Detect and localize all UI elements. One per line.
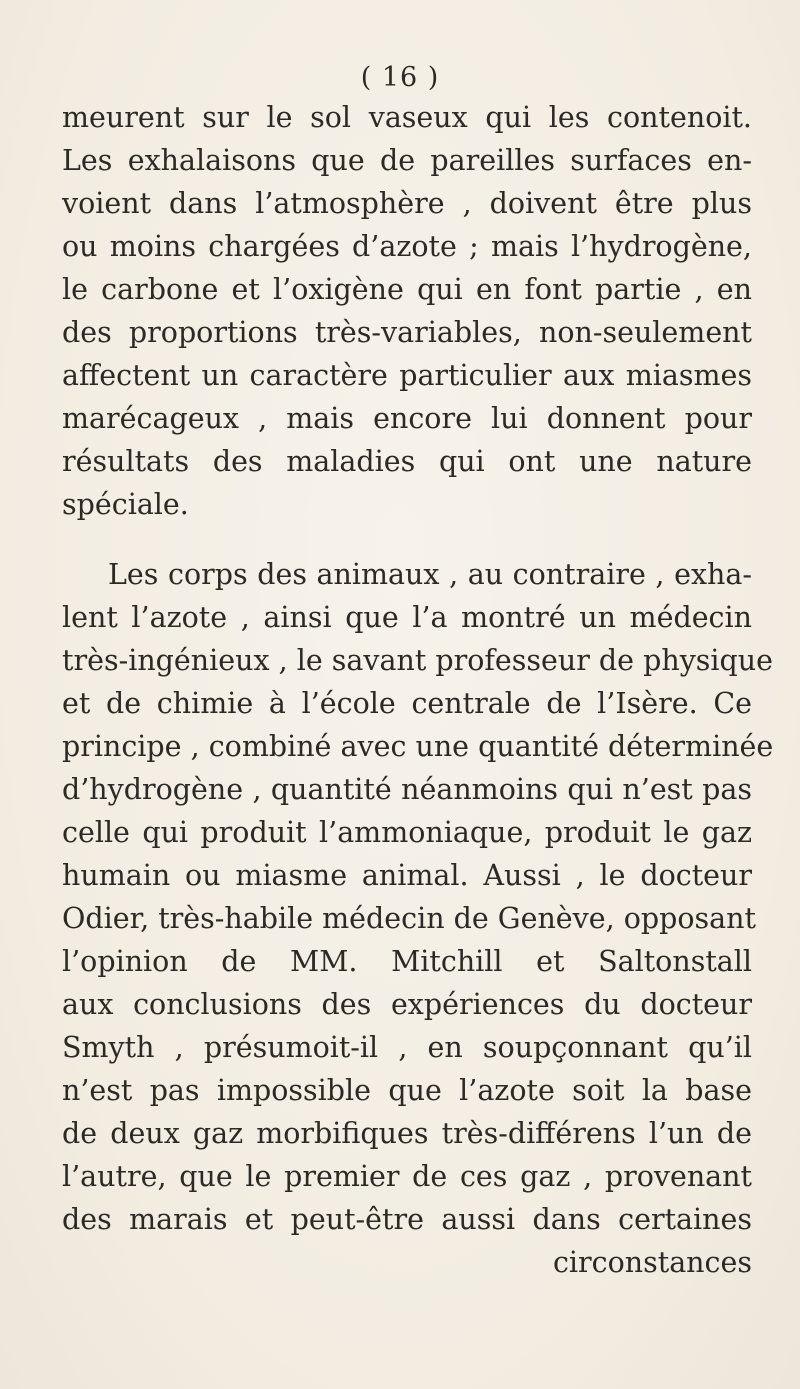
text-line: meurent sur le sol vaseux qui les contenoit. (62, 101, 752, 134)
text-line: voient dans l’atmosphère , doivent être plus (62, 187, 752, 220)
text-line: n’est pas impossible que l’azote soit la base (62, 1074, 752, 1107)
text-line: marécageux , mais encore lui donnent pour (62, 402, 752, 435)
text-line: d’hydrogène , quantité néanmoins qui n’est pas (62, 773, 752, 806)
text-line: le carbone et l’oxigène qui en font partie , en (62, 273, 752, 306)
text-line: humain ou miasme animal. Aussi , le docteur (62, 859, 752, 892)
text-line: résultats des maladies qui ont une nature (62, 445, 752, 478)
text-line: affectent un caractère particulier aux miasmes (62, 359, 752, 392)
catchword: circonstances (552, 1246, 752, 1279)
text-line: très-ingénieux , le savant professeur de physique (62, 644, 774, 677)
text-line: et de chimie à l’école centrale de l’Isère. Ce (62, 687, 752, 720)
text-line: lent l’azote , ainsi que l’a montré un médecin (62, 601, 752, 634)
text-line: spéciale. (62, 488, 189, 521)
text-line: des proportions très-variables, non-seulement (62, 316, 752, 349)
text-line: Les corps des animaux , au contraire , exha- (108, 558, 752, 591)
text-line: de deux gaz morbifiques très-différens l’un de (62, 1117, 752, 1150)
text-line: l’opinion de MM. Mitchill et Saltonstall (62, 945, 752, 978)
text-line: des marais et peut-être aussi dans certaines (62, 1203, 752, 1236)
text-line: ou moins chargées d’azote ; mais l’hydrogène, (62, 230, 752, 263)
text-line: principe , combiné avec une quantité déterminée (62, 730, 774, 763)
text-line: Les exhalaisons que de pareilles surfaces en- (62, 144, 752, 177)
text-line: celle qui produit l’ammoniaque, produit le gaz (62, 816, 752, 849)
text-line: l’autre, que le premier de ces gaz , provenant (62, 1160, 752, 1193)
text-line: Odier, très-habile médecin de Genève, opposant (62, 902, 756, 935)
text-line: aux conclusions des expériences du docteur (62, 988, 752, 1021)
page-number: ( 16 ) (360, 62, 440, 93)
text-line: Smyth , présumoit-il , en soupçonnant qu’il (62, 1031, 752, 1064)
